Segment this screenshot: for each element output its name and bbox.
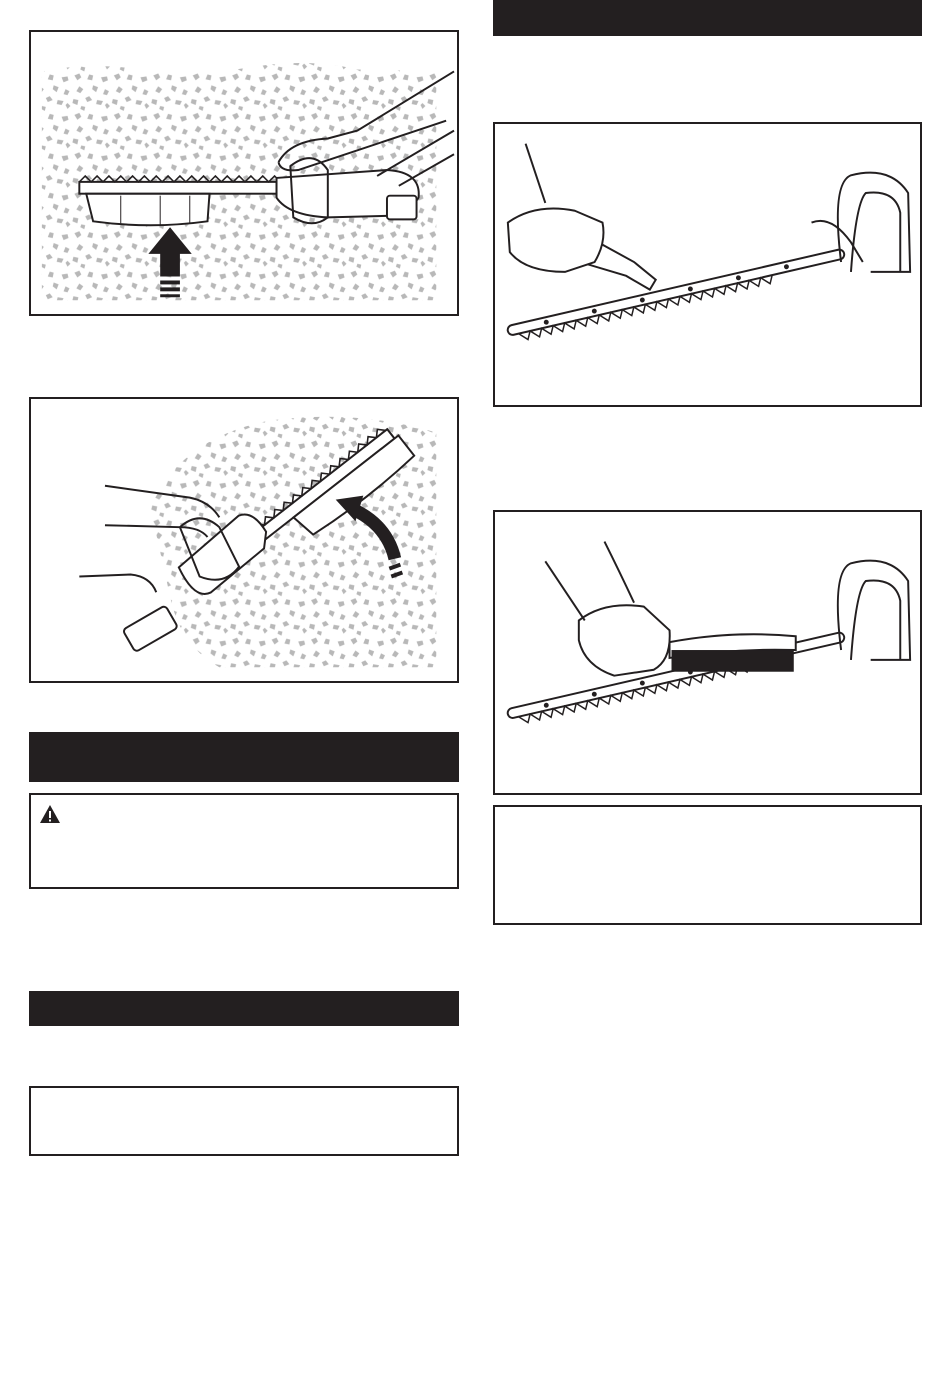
section-header <box>29 732 459 782</box>
section-header <box>493 0 922 36</box>
notice-box <box>493 805 922 925</box>
hedge-trimmer-upward-arrow-illustration <box>31 32 457 314</box>
notice-text <box>495 807 920 823</box>
notice-box <box>29 1086 459 1156</box>
figure-blade-oiling <box>493 122 922 407</box>
hedge-trimmer-curved-arrow-illustration <box>31 399 457 681</box>
figure-hedge-top-trim <box>29 30 459 316</box>
warning-triangle-icon <box>39 804 61 824</box>
figure-hedge-side-trim <box>29 397 459 683</box>
notice-text <box>31 1088 457 1104</box>
oil-applicator-on-blade-illustration <box>495 124 920 405</box>
figure-blade-brushing <box>493 510 922 795</box>
warning-box <box>29 793 459 889</box>
brush-cleaning-blade-illustration <box>495 512 920 793</box>
section-header <box>29 991 459 1026</box>
